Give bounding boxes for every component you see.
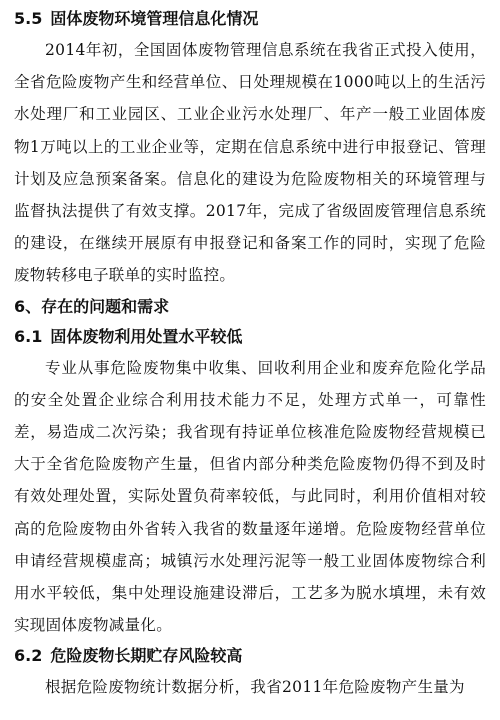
section-paragraph-6-1: 专业从事危险废物集中收集、回收利用企业和废弃危险化学品的安全处置企业综合利用技术能力不足，处理方式单一，可靠性差，易造成二次污染；我省现有持证单位核准危险废物经营规模已大于全省危险废物产生量，但省内部分种类危险废物仍得不到及时有效处理处置，实际处置负荷率较低，与此同时，利用价值相对较高的危险废物由外省转入我省的数量逐年递增。危险废物经营单位申请经营规模虚高；城镇污水处理污泥等一般工业固体废物综合利用水平较低，集中处理设施建设滞后，工艺多为脱水填埋，未有效实现固体废物减量化。 [14,358,486,635]
section-title: 危险废物长期贮存风险较高 [50,646,243,666]
section-title: 固体废物利用处置水平较低 [50,326,243,346]
section-paragraph-5-5: 2014年初，全国固体废物管理信息系统在我省正式投入使用，全省危险废物产生和经营单位、日处理规模在1000吨以上的生活污水处理厂和工业园区、工业企业污水处理厂、年产一般工业固体废物1万吨以上的工业企业等，定期在信息系统中进行申报登记、管理计划及应急预案备案。信息化的建设为危险废物相关的环境管理与监督执法提供了有效支撑。2017年，完成了省级固废管理信息系统的建设，在继续开展原有申报登记和备案工作的同时，实现了危险废物转移电子联单的实时监控。 [14,41,486,285]
section-title: 存在的问题和需求 [41,296,170,316]
section-number: 6.1 [14,326,43,346]
section-heading-6-1 [14,322,486,352]
section-heading-6-2 [14,641,486,671]
section-title: 固体废物环境管理信息化情况 [50,9,259,28]
section-paragraph-6-2: 根据危险废物统计数据分析，我省2011年危险废物产生量为 [45,678,465,697]
section-heading-5-5 [14,4,486,34]
section-number: 5.5 [14,9,43,28]
section-heading-6 [14,292,486,322]
section-number: 6.2 [14,646,43,666]
section-number: 6、 [14,296,42,316]
